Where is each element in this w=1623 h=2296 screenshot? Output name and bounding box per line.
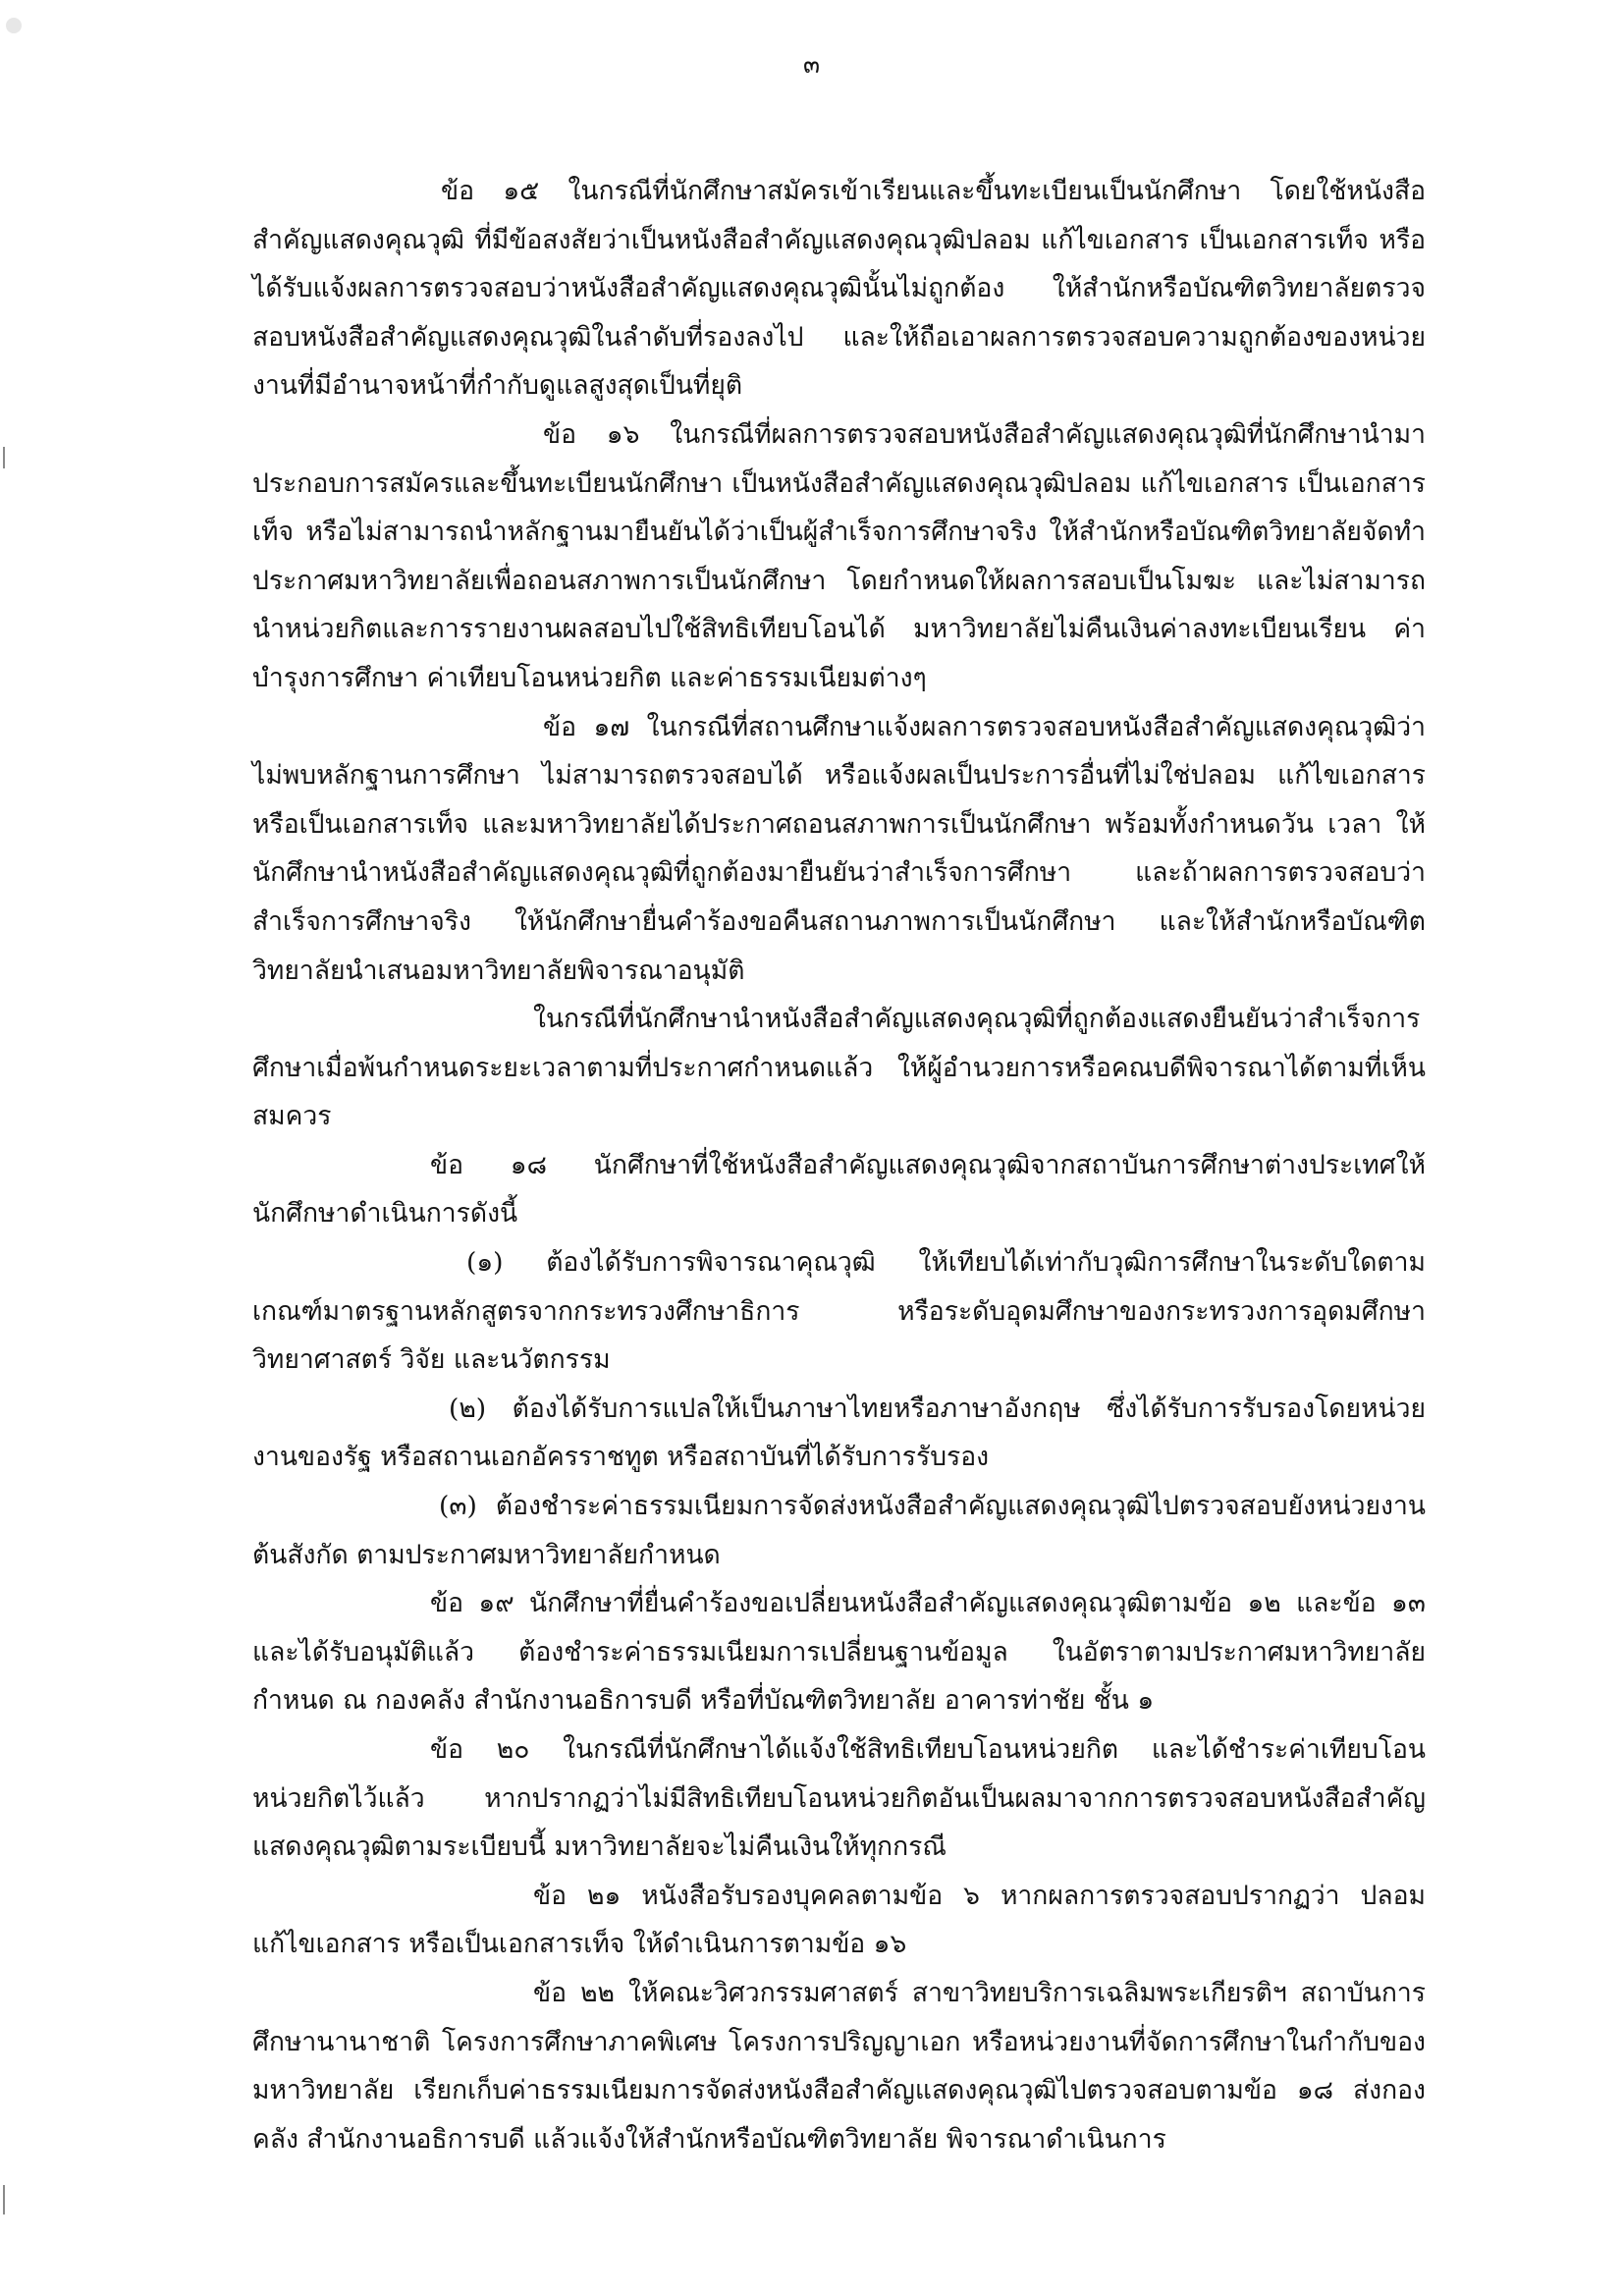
clause-17: ข้อ ๑๗ ในกรณีที่สถานศึกษาแจ้งผลการตรวจสอบหนังสือสำคัญแสดงคุณวุฒิว่าไม่พบหลักฐานการศึกษา ไม่สามารถตรวจสอบได้ หรือแจ้งผลเป็นประการอื่นที่ไม่ใช่ปลอม แก้ไขเอกสาร หรือเป็นเอกสารเท็จ และมหาวิทยาลัยได้ประกาศถอนสภาพการเป็นนักศึกษา พร้อมทั้งกำหนดวัน เวลา ให้นักศึกษานำหนังสือสำคัญแสดงคุณวุฒิที่ถูกต้องมายืนยันว่าสำเร็จการศึกษา และถ้าผลการตรวจสอบว่าสำเร็จการศึกษาจริง ให้นักศึกษายื่นคำร้องขอคืนสถานภาพการเป็นนักศึกษา และให้สำนักหรือบัณฑิตวิทยาลัยนำเสนอมหาวิทยาลัยพิจารณาอนุมัติ: [252, 711, 1426, 986]
clause-18-item-2: (๒) ต้องได้รับการแปลให้เป็นภาษาไทยหรือภาษาอังกฤษ ซึ่งได้รับการรับรองโดยหน่วยงานของรัฐ หรือสถานเอกอัครราชทูต หรือสถาบันที่ได้รับการรับรอง: [252, 1393, 1426, 1473]
clause-15: ข้อ ๑๕ ในกรณีที่นักศึกษาสมัครเข้าเรียนและขึ้นทะเบียนเป็นนักศึกษา โดยใช้หนังสือสำคัญแสดงคุณวุฒิ ที่มีข้อสงสัยว่าเป็นหนังสือสำคัญแสดงคุณวุฒิปลอม แก้ไขเอกสาร เป็นเอกสารเท็จ หรือได้รับแจ้งผลการตรวจสอบว่าหนังสือสำคัญแสดงคุณวุฒินั้นไม่ถูกต้อง ให้สำนักหรือบัณฑิตวิทยาลัยตรวจสอบหนังสือสำคัญแสดงคุณวุฒิในลำดับที่รองลงไป และให้ถือเอาผลการตรวจสอบความถูกต้องของหน่วยงานที่มีอำนาจหน้าที่กำกับดูแลสูงสุดเป็นที่ยุติ: [252, 176, 1426, 402]
page-number: ๓: [802, 50, 821, 79]
clause-20: ข้อ ๒๐ ในกรณีที่นักศึกษาได้แจ้งใช้สิทธิเทียบโอนหน่วยกิต และได้ชำระค่าเทียบโอนหน่วยกิตไว้แล้ว หากปรากฏว่าไม่มีสิทธิเทียบโอนหน่วยกิตอันเป็นผลมาจากการตรวจสอบหนังสือสำคัญแสดงคุณวุฒิตามระเบียบนี้ มหาวิทยาลัยจะไม่คืนเงินให้ทุกกรณี: [252, 1734, 1426, 1863]
clause-19: ข้อ ๑๙ นักศึกษาที่ยื่นคำร้องขอเปลี่ยนหนังสือสำคัญแสดงคุณวุฒิตามข้อ ๑๒ และข้อ ๑๓ และได้รับอนุมัติแล้ว ต้องชำระค่าธรรมเนียมการเปลี่ยนฐานข้อมูล ในอัตราตามประกาศมหาวิทยาลัยกำหนด ณ กองคลัง สำนักงานอธิการบดี หรือที่บัณฑิตวิทยาลัย อาคารท่าชัย ชั้น ๑: [252, 1588, 1426, 1717]
clause-22: ข้อ ๒๒ ให้คณะวิศวกรรมศาสตร์ สาขาวิทยบริการเฉลิมพระเกียรติฯ สถาบันการศึกษานานาชาติ โครงการศึกษาภาคพิเศษ โครงการปริญญาเอก หรือหน่วยงานที่จัดการศึกษาในกำกับของมหาวิทยาลัย เรียกเก็บค่าธรรมเนียมการจัดส่งหนังสือสำคัญแสดงคุณวุฒิไปตรวจสอบตามข้อ ๑๘ ส่งกองคลัง สำนักงานอธิการบดี แล้วแจ้งให้สำนักหรือบัณฑิตวิทยาลัย พิจารณาดำเนินการ: [252, 1977, 1426, 2155]
scan-edge-mark-top: [3, 447, 5, 468]
clause-16: ข้อ ๑๖ ในกรณีที่ผลการตรวจสอบหนังสือสำคัญแสดงคุณวุฒิที่นักศึกษานำมาประกอบการสมัครและขึ้นทะเบียนนักศึกษา เป็นหนังสือสำคัญแสดงคุณวุฒิปลอม แก้ไขเอกสาร เป็นเอกสารเท็จ หรือไม่สามารถนำหลักฐานมายืนยันได้ว่าเป็นผู้สำเร็จการศึกษาจริง ให้สำนักหรือบัณฑิตวิทยาลัยจัดทำประกาศมหาวิทยาลัยเพื่อถอนสภาพการเป็นนักศึกษา โดยกำหนดให้ผลการสอบเป็นโมฆะ และไม่สามารถนำหน่วยกิตและการรายงานผลสอบไปใช้สิทธิเทียบโอนได้ มหาวิทยาลัยไม่คืนเงินค่าลงทะเบียนเรียน ค่าบำรุงการศึกษา ค่าเทียบโอนหน่วยกิต และค่าธรรมเนียมต่างๆ: [252, 418, 1426, 693]
clause-18-item-1: (๑) ต้องได้รับการพิจารณาคุณวุฒิ ให้เทียบได้เท่ากับวุฒิการศึกษาในระดับใดตามเกณฑ์มาตรฐานหลักสูตรจากกระทรวงศึกษาธิการ หรือระดับอุดมศึกษาของกระทรวงการอุดมศึกษา วิทยาศาสตร์ วิจัย และนวัตกรรม: [252, 1247, 1426, 1376]
scan-edge-mark-bottom: [3, 2185, 5, 2214]
document-body: [252, 167, 1426, 2163]
clause-18: ข้อ ๑๘ นักศึกษาที่ใช้หนังสือสำคัญแสดงคุณวุฒิจากสถาบันการศึกษาต่างประเทศให้นักศึกษาดำเนินการดังนี้: [252, 1149, 1426, 1230]
scan-smudge: [6, 18, 22, 33]
clause-17-paragraph-2: ในกรณีที่นักศึกษานำหนังสือสำคัญแสดงคุณวุฒิที่ถูกต้องแสดงยืนยันว่าสำเร็จการศึกษาเมื่อพ้นกำหนดระยะเวลาตามที่ประกาศกำหนดแล้ว ให้ผู้อำนวยการหรือคณบดีพิจารณาได้ตามที่เห็นสมควร: [252, 1004, 1426, 1132]
clause-18-item-3: (๓) ต้องชำระค่าธรรมเนียมการจัดส่งหนังสือสำคัญแสดงคุณวุฒิไปตรวจสอบยังหน่วยงานต้นสังกัด ตามประกาศมหาวิทยาลัยกำหนด: [252, 1491, 1426, 1570]
clause-21: ข้อ ๒๑ หนังสือรับรองบุคคลตามข้อ ๖ หากผลการตรวจสอบปรากฏว่า ปลอม แก้ไขเอกสาร หรือเป็นเอกสารเท็จ ให้ดำเนินการตามข้อ ๑๖: [252, 1880, 1426, 1960]
